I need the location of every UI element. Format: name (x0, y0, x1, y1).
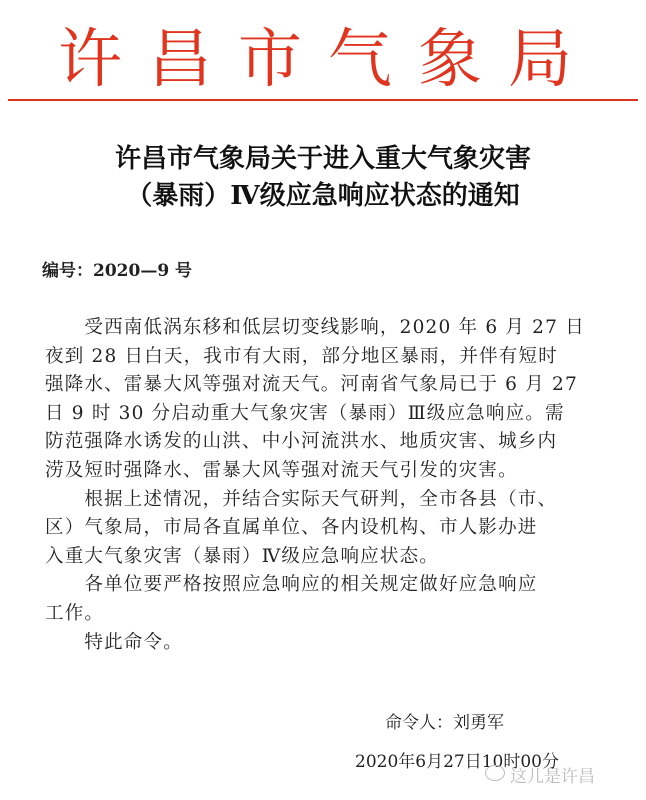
wechat-icon (485, 765, 505, 781)
doc-number: 编号：2020—9 号 (42, 261, 193, 281)
body-line: 工作。 (45, 603, 105, 624)
letterhead-divider (8, 99, 638, 101)
body-line: 受西南低涡东移和低层切变线影响，2020 年 6 月 27 日 (45, 317, 585, 338)
issue-datetime: 2020年6月27日10时00分 (355, 752, 559, 772)
body-line: 入重大气象灾害（暴雨）Ⅳ级应急响应状态。 (45, 545, 439, 567)
body-line: 防范强降水诱发的山洪、中小河流洪水、地质灾害、城乡内 (45, 431, 558, 453)
body-line: 特此命令。 (45, 631, 183, 653)
body-line: 区）气象局，市局各直属单位、各内设机构、市人影办进 (45, 517, 538, 539)
body-line: 夜到 28 日白天，我市有大雨，部分地区暴雨，并伴有短时 (45, 345, 558, 367)
body-line: 各单位要严格按照应急响应的相关规定做好应急响应 (45, 574, 538, 596)
body-line: 根据上述情况，并结合实际天气研判，全市各县（市、 (45, 488, 558, 510)
doc-title-line2: （暴雨）Ⅳ级应急响应状态的通知 (126, 181, 520, 211)
doc-title-line1: 许昌市气象局关于进入重大气象灾害 (114, 144, 531, 174)
body-line: 日 9 时 30 分启动重大气象灾害（暴雨）Ⅲ级应急响应。需 (45, 402, 565, 424)
signer: 命令人：刘勇军 (385, 713, 504, 733)
letterhead-org: 许昌市气象局 (58, 23, 598, 97)
body-line: 涝及短时强降水、雷暴大风等强对流天气引发的灾害。 (45, 460, 518, 481)
body-line: 强降水、雷暴大风等强对流天气。河南省气象局已于 6 月 27 (45, 374, 578, 396)
watermark: 这儿是许昌 (510, 767, 595, 787)
